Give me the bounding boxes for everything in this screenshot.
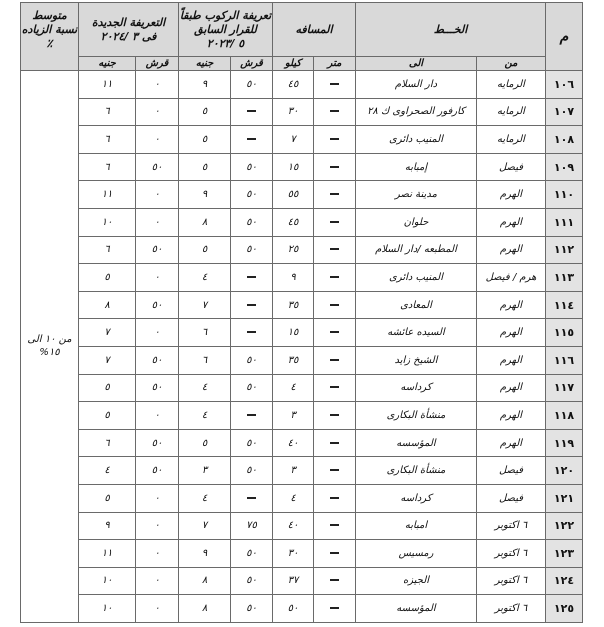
old-fare-pound: ٦ [179, 346, 231, 374]
row-number: ١٢٣ [546, 540, 583, 568]
new-fare-piaster: ٥٠ [136, 429, 179, 457]
old-fare-piaster [231, 319, 273, 347]
distance-meter [314, 126, 356, 154]
header-to: الى [356, 57, 477, 71]
distance-meter [314, 346, 356, 374]
old-fare-piaster: ٥٠ [231, 429, 273, 457]
header-old-pound: جنيه [179, 57, 231, 71]
dash-mark [330, 469, 339, 471]
route-from: فيصل [477, 153, 546, 181]
distance-meter [314, 457, 356, 485]
route-to: كارفور الصحراوى ك ٢٨ [356, 98, 477, 126]
new-fare-piaster: ٥٠ [136, 457, 179, 485]
old-fare-pound: ٩ [179, 540, 231, 568]
distance-km: ٤ [273, 484, 314, 512]
new-fare-piaster: ٠ [136, 98, 179, 126]
header-meter: متر [314, 57, 356, 71]
new-fare-piaster: ٥٠ [136, 153, 179, 181]
header-route: الخـــط [356, 3, 546, 57]
old-fare-pound: ٥ [179, 236, 231, 264]
distance-meter [314, 567, 356, 595]
distance-meter [314, 402, 356, 430]
old-fare-piaster: ٥٠ [231, 208, 273, 236]
route-from: ٦ اكتوبر [477, 512, 546, 540]
table-row [21, 457, 583, 485]
distance-meter [314, 208, 356, 236]
table-row [21, 319, 583, 347]
table-row [21, 595, 583, 623]
table-row [21, 208, 583, 236]
new-fare-pound: ٥ [79, 484, 136, 512]
new-fare-piaster: ٥٠ [136, 346, 179, 374]
distance-km: ٣٥ [273, 346, 314, 374]
row-number: ١٢١ [546, 484, 583, 512]
old-fare-piaster [231, 98, 273, 126]
old-fare-pound: ٨ [179, 567, 231, 595]
row-number: ١٠٧ [546, 98, 583, 126]
distance-km: ٩ [273, 264, 314, 292]
new-fare-pound: ٥ [79, 264, 136, 292]
distance-meter [314, 484, 356, 512]
old-fare-pound: ٩ [179, 71, 231, 99]
old-fare-pound: ٤ [179, 374, 231, 402]
header-old-fare [179, 3, 273, 57]
increase-note-line1: من ١٠ الى [27, 334, 72, 346]
old-fare-piaster: ٥٠ [231, 153, 273, 181]
route-to: إمبابه [356, 153, 477, 181]
old-fare-piaster: ٥٠ [231, 236, 273, 264]
old-fare-pound: ٦ [179, 319, 231, 347]
route-from: الهرم [477, 236, 546, 264]
row-number: ١٢٠ [546, 457, 583, 485]
row-number: ١١٢ [546, 236, 583, 264]
row-number: ١١٣ [546, 264, 583, 292]
distance-km: ٣ [273, 457, 314, 485]
table-row [21, 264, 583, 292]
route-from: الهرم [477, 346, 546, 374]
header-new-fare [79, 3, 179, 57]
distance-km: ٤٠ [273, 512, 314, 540]
table-row [21, 98, 583, 126]
row-number: ١٢٢ [546, 512, 583, 540]
new-fare-piaster: ٠ [136, 208, 179, 236]
table-row [21, 346, 583, 374]
new-fare-piaster: ٠ [136, 540, 179, 568]
route-to: المطبعه /دار السلام [356, 236, 477, 264]
route-from: الرمايه [477, 98, 546, 126]
new-fare-piaster: ٠ [136, 402, 179, 430]
distance-km: ٣٠ [273, 540, 314, 568]
table-row [21, 71, 583, 99]
route-to: امبابه [356, 512, 477, 540]
row-number: ١٠٦ [546, 71, 583, 99]
old-fare-pound: ٥ [179, 429, 231, 457]
old-fare-piaster: ٥٠ [231, 540, 273, 568]
new-fare-piaster: ٠ [136, 319, 179, 347]
distance-km: ٥٥ [273, 181, 314, 209]
dash-mark [330, 110, 339, 112]
new-fare-piaster: ٥٠ [136, 374, 179, 402]
increase-note [21, 71, 79, 623]
new-fare-pound: ١١ [79, 71, 136, 99]
distance-meter [314, 319, 356, 347]
row-number: ١٠٨ [546, 126, 583, 154]
dash-mark [247, 414, 256, 416]
header-old-piaster: قرش [231, 57, 273, 71]
route-from: الهرم [477, 208, 546, 236]
header-from: من [477, 57, 546, 71]
new-fare-pound: ٩ [79, 512, 136, 540]
new-fare-pound: ٥ [79, 402, 136, 430]
new-fare-pound: ٨ [79, 291, 136, 319]
old-fare-pound: ٣ [179, 457, 231, 485]
new-fare-pound: ١١ [79, 540, 136, 568]
fare-table [20, 2, 583, 623]
new-fare-pound: ٤ [79, 457, 136, 485]
distance-km: ٢٥ [273, 236, 314, 264]
route-from: الهرم [477, 291, 546, 319]
new-fare-pound: ٦ [79, 429, 136, 457]
route-to: مدينة نصر [356, 181, 477, 209]
route-to: منشأة البكارى [356, 457, 477, 485]
new-fare-piaster: ٠ [136, 512, 179, 540]
table-row [21, 153, 583, 181]
route-to: المؤسسه [356, 429, 477, 457]
fare-rows [21, 71, 583, 623]
distance-meter [314, 153, 356, 181]
dash-mark [247, 276, 256, 278]
new-fare-piaster: ٠ [136, 567, 179, 595]
old-fare-pound: ٧ [179, 291, 231, 319]
new-fare-line2: فى ٣ /٢٠٢٤ [100, 29, 157, 43]
route-from: الهرم [477, 374, 546, 402]
distance-km: ٣ [273, 402, 314, 430]
route-to: رمسيس [356, 540, 477, 568]
distance-km: ٣٥ [273, 291, 314, 319]
route-from: ٦ اكتوبر [477, 567, 546, 595]
distance-meter [314, 374, 356, 402]
row-number: ١١٥ [546, 319, 583, 347]
old-fare-pound: ٤ [179, 402, 231, 430]
row-number: ١١٤ [546, 291, 583, 319]
new-fare-pound: ١١ [79, 181, 136, 209]
table-row [21, 236, 583, 264]
route-to: الشيخ زايد [356, 346, 477, 374]
old-fare-pound: ٥ [179, 153, 231, 181]
dash-mark [330, 331, 339, 333]
new-fare-pound: ٦ [79, 98, 136, 126]
pct-line1: متوسط [32, 9, 67, 22]
increase-note-line2: ١٥% [39, 347, 60, 359]
new-fare-piaster: ٠ [136, 181, 179, 209]
dash-mark [330, 442, 339, 444]
header-increase-pct [21, 3, 79, 71]
route-from: هرم / فيصل [477, 264, 546, 292]
route-from: الهرم [477, 181, 546, 209]
new-fare-piaster: ٠ [136, 595, 179, 623]
table-row [21, 374, 583, 402]
route-from: الرمايه [477, 126, 546, 154]
dash-mark [247, 138, 256, 140]
new-fare-pound: ٧ [79, 319, 136, 347]
old-fare-piaster [231, 264, 273, 292]
dash-mark [330, 386, 339, 388]
old-fare-line1: تعريفة الركوب طبقاً [179, 8, 272, 22]
distance-km: ٣٧ [273, 567, 314, 595]
table-row [21, 126, 583, 154]
distance-meter [314, 540, 356, 568]
dash-mark [247, 331, 256, 333]
dash-mark [330, 497, 339, 499]
table-row [21, 402, 583, 430]
old-fare-piaster: ٥٠ [231, 457, 273, 485]
pct-line3: ٪ [46, 37, 53, 50]
new-fare-pound: ١٠ [79, 208, 136, 236]
old-fare-piaster: ٥٠ [231, 374, 273, 402]
row-number: ١٠٩ [546, 153, 583, 181]
row-number: ١١٠ [546, 181, 583, 209]
dash-mark [330, 359, 339, 361]
table-row [21, 567, 583, 595]
dash-mark [330, 248, 339, 250]
old-fare-pound: ٨ [179, 208, 231, 236]
route-to: المنيب دائرى [356, 264, 477, 292]
distance-meter [314, 264, 356, 292]
row-number: ١٢٤ [546, 567, 583, 595]
distance-km: ٤ [273, 374, 314, 402]
old-fare-piaster: ٥٠ [231, 181, 273, 209]
route-to: المؤسسه [356, 595, 477, 623]
old-fare-piaster [231, 402, 273, 430]
dash-mark [247, 497, 256, 499]
old-fare-piaster [231, 126, 273, 154]
new-fare-piaster: ٠ [136, 71, 179, 99]
distance-km: ٣٠ [273, 98, 314, 126]
table-row [21, 181, 583, 209]
route-from: الهرم [477, 429, 546, 457]
route-to: السيده عائشه [356, 319, 477, 347]
route-to: المنيب دائرى [356, 126, 477, 154]
new-fare-pound: ١٠ [79, 595, 136, 623]
old-fare-line2: للقرار السابق [194, 22, 257, 36]
new-fare-piaster: ٠ [136, 484, 179, 512]
new-fare-pound: ٦ [79, 153, 136, 181]
route-from: ٦ اكتوبر [477, 540, 546, 568]
new-fare-line1: التعريفة الجديدة [91, 15, 166, 29]
dash-mark [330, 579, 339, 581]
distance-meter [314, 429, 356, 457]
route-to: الجيزه [356, 567, 477, 595]
old-fare-pound: ٧ [179, 512, 231, 540]
route-from: الهرم [477, 402, 546, 430]
old-fare-piaster: ٥٠ [231, 71, 273, 99]
old-fare-piaster [231, 484, 273, 512]
new-fare-piaster: ٥٠ [136, 236, 179, 264]
dash-mark [247, 110, 256, 112]
dash-mark [330, 276, 339, 278]
row-number: ١١٦ [546, 346, 583, 374]
distance-km: ٤٥ [273, 71, 314, 99]
new-fare-pound: ٧ [79, 346, 136, 374]
table-row [21, 512, 583, 540]
table-row [21, 429, 583, 457]
dash-mark [330, 166, 339, 168]
row-number: ١١٧ [546, 374, 583, 402]
route-to: المعادى [356, 291, 477, 319]
route-to: كرداسه [356, 374, 477, 402]
old-fare-piaster: ٧٥ [231, 512, 273, 540]
table-row [21, 484, 583, 512]
row-number: ١٢٥ [546, 595, 583, 623]
distance-meter [314, 98, 356, 126]
header-new-piaster: قرش [136, 57, 179, 71]
new-fare-piaster: ٠ [136, 126, 179, 154]
row-number: ١١١ [546, 208, 583, 236]
new-fare-pound: ٦ [79, 126, 136, 154]
route-from: فيصل [477, 457, 546, 485]
distance-meter [314, 236, 356, 264]
old-fare-piaster: ٥٠ [231, 595, 273, 623]
route-to: كرداسه [356, 484, 477, 512]
header-distance: المسافه [273, 3, 356, 57]
header-num: م [546, 3, 583, 71]
new-fare-pound: ٥ [79, 374, 136, 402]
route-to: حلوان [356, 208, 477, 236]
dash-mark [330, 552, 339, 554]
distance-meter [314, 595, 356, 623]
dash-mark [247, 304, 256, 306]
old-fare-pound: ٥ [179, 98, 231, 126]
new-fare-piaster: ٥٠ [136, 291, 179, 319]
pct-line2: نسبة الزياده [21, 23, 78, 36]
route-to: منشأة البكارى [356, 402, 477, 430]
dash-mark [330, 221, 339, 223]
table-row [21, 540, 583, 568]
distance-meter [314, 71, 356, 99]
route-from: فيصل [477, 484, 546, 512]
distance-km: ٤٠ [273, 429, 314, 457]
old-fare-pound: ٤ [179, 264, 231, 292]
old-fare-line3: ٥ /٢٠٢٣ [206, 36, 245, 50]
route-from: ٦ اكتوبر [477, 595, 546, 623]
row-number: ١١٨ [546, 402, 583, 430]
distance-km: ٧ [273, 126, 314, 154]
distance-meter [314, 291, 356, 319]
header-km: كيلو [273, 57, 314, 71]
old-fare-pound: ٩ [179, 181, 231, 209]
dash-mark [330, 414, 339, 416]
row-number: ١١٩ [546, 429, 583, 457]
distance-km: ١٥ [273, 153, 314, 181]
dash-mark [330, 304, 339, 306]
dash-mark [330, 607, 339, 609]
distance-meter [314, 181, 356, 209]
old-fare-piaster [231, 291, 273, 319]
route-from: الهرم [477, 319, 546, 347]
dash-mark [330, 83, 339, 85]
table-row [21, 291, 583, 319]
old-fare-pound: ٥ [179, 126, 231, 154]
dash-mark [330, 193, 339, 195]
dash-mark [330, 138, 339, 140]
distance-meter [314, 512, 356, 540]
old-fare-pound: ٨ [179, 595, 231, 623]
old-fare-pound: ٤ [179, 484, 231, 512]
route-to: دار السلام [356, 71, 477, 99]
new-fare-pound: ٦ [79, 236, 136, 264]
new-fare-pound: ١٠ [79, 567, 136, 595]
distance-km: ٥٠ [273, 595, 314, 623]
distance-km: ١٥ [273, 319, 314, 347]
distance-km: ٤٥ [273, 208, 314, 236]
header-new-pound: جنيه [79, 57, 136, 71]
route-from: الرمايه [477, 71, 546, 99]
new-fare-piaster: ٠ [136, 264, 179, 292]
dash-mark [330, 524, 339, 526]
old-fare-piaster: ٥٠ [231, 567, 273, 595]
old-fare-piaster: ٥٠ [231, 346, 273, 374]
